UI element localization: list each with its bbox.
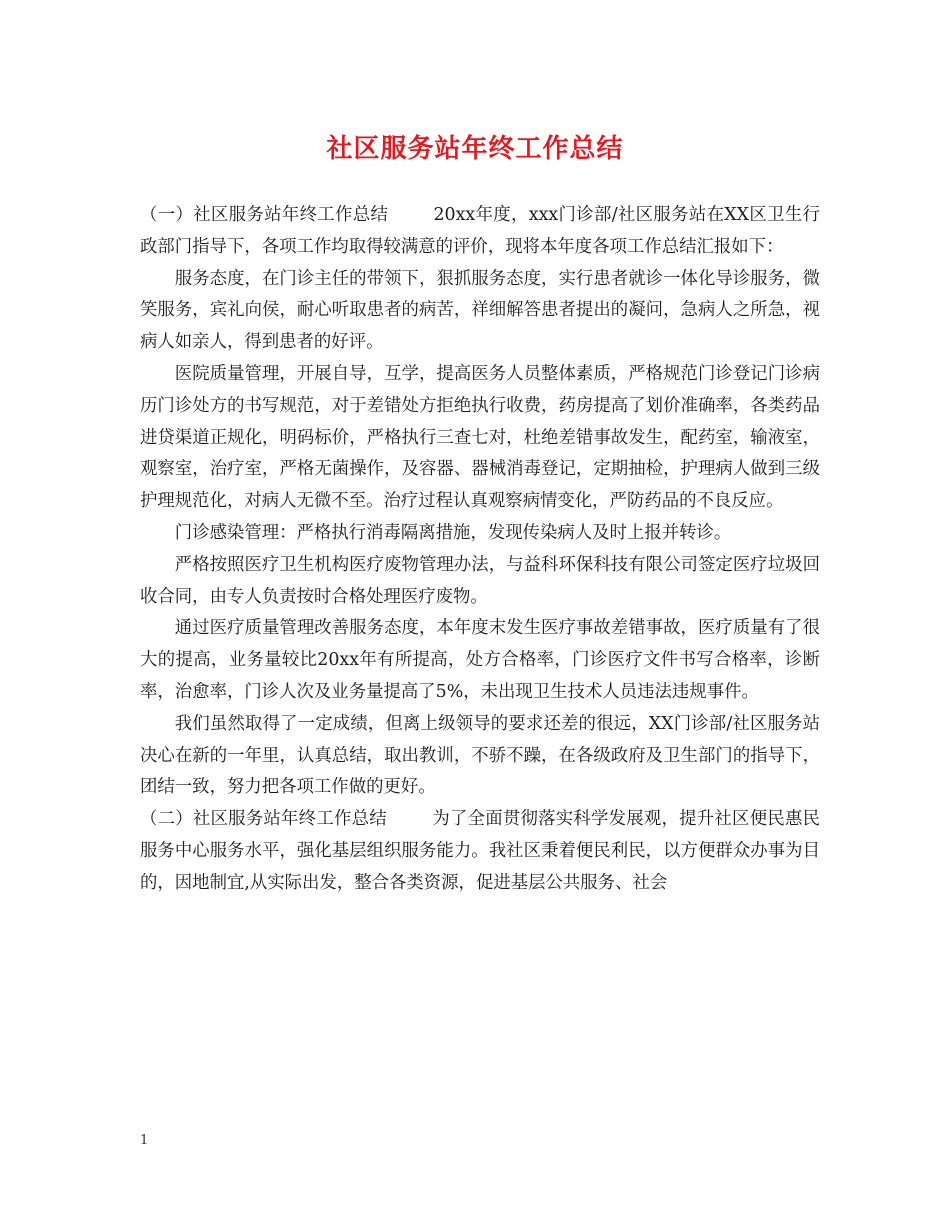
section-2-heading: （二）社区服务站年终工作总结 — [140, 809, 387, 830]
section-1-heading: （一）社区服务站年终工作总结 — [140, 205, 389, 225]
paragraph-infection-control: 门诊感染管理：严格执行消毒隔离措施，发现传染病人及时上报并转诊。 — [174, 522, 732, 543]
section-2-intro: 为了全面贯彻落实科学发展观，提升社区便民惠民服务中心服务水平，强化基层组织服务能力。我社区秉着便民利民，以方便群众办事为目的，因地制宜,从实际出发，整合各类资源，促进基层公共服务、社会 — [140, 809, 820, 893]
document-body — [140, 200, 820, 900]
section-2-paragraph — [140, 804, 820, 899]
page-number: 1 — [140, 1133, 149, 1148]
section-1-intro: 20xx年度，xxx门诊部/社区服务站在XX区卫生行政部门指导下，各项工作均取得较满意的评价，现将本年度各项工作总结汇报如下： — [140, 205, 820, 257]
paragraph-service-attitude: 服务态度，在门诊主任的带领下，狠抓服务态度，实行患者就诊一体化导诊服务，微笑服务，宾礼向侯，耐心听取患者的病苦，祥细解答患者提出的凝问，急病人之所急，视病人如亲人，得到患者的好评。 — [140, 268, 820, 353]
section-1-paragraph — [140, 200, 820, 264]
paragraph-quality-management: 医院质量管理，开展自导，互学，提高医务人员整体素质，严格规范门诊登记门诊病历门诊处方的书写规范，对于差错处方拒绝执行收费，药房提高了划价准确率，各类药品进贷渠道正规化，明码标价，严格执行三查七对，杜绝差错事故发生，配药室，输液室，观察室，治疗室，严格无菌操作，及容器、器械消毒登记，定期抽检，护理病人做到三级护理规范化，对病人无微不至。治疗过程认真观察病情变化，严防药品的不良反应。 — [140, 363, 820, 512]
paragraph-results: 通过医疗质量管理改善服务态度，本年度末发生医疗事故差错事故，医疗质量有了很大的提高，业务量较比20xx年有所提高，处方合格率，门诊医疗文件书写合格率，诊断率，治愈率，门诊人次及业务量提高了5%，未出现卫生技术人员违法违规事件。 — [140, 618, 820, 702]
paragraph-medical-waste: 严格按照医疗卫生机构医疗废物管理办法，与益科环保科技有限公司签定医疗垃圾回收合同，由专人负责按时合格处理医疗废物。 — [140, 554, 820, 607]
document-title: 社区服务站年终工作总结 — [326, 134, 624, 164]
paragraph-outlook: 我们虽然取得了一定成绩，但离上级领导的要求还差的很远，XX门诊部/社区服务站决心在新的一年里，认真总结，取出教训，不骄不躁，在各级政府及卫生部门的指导下，团结一致，努力把各项工作做的更好。 — [140, 713, 820, 798]
